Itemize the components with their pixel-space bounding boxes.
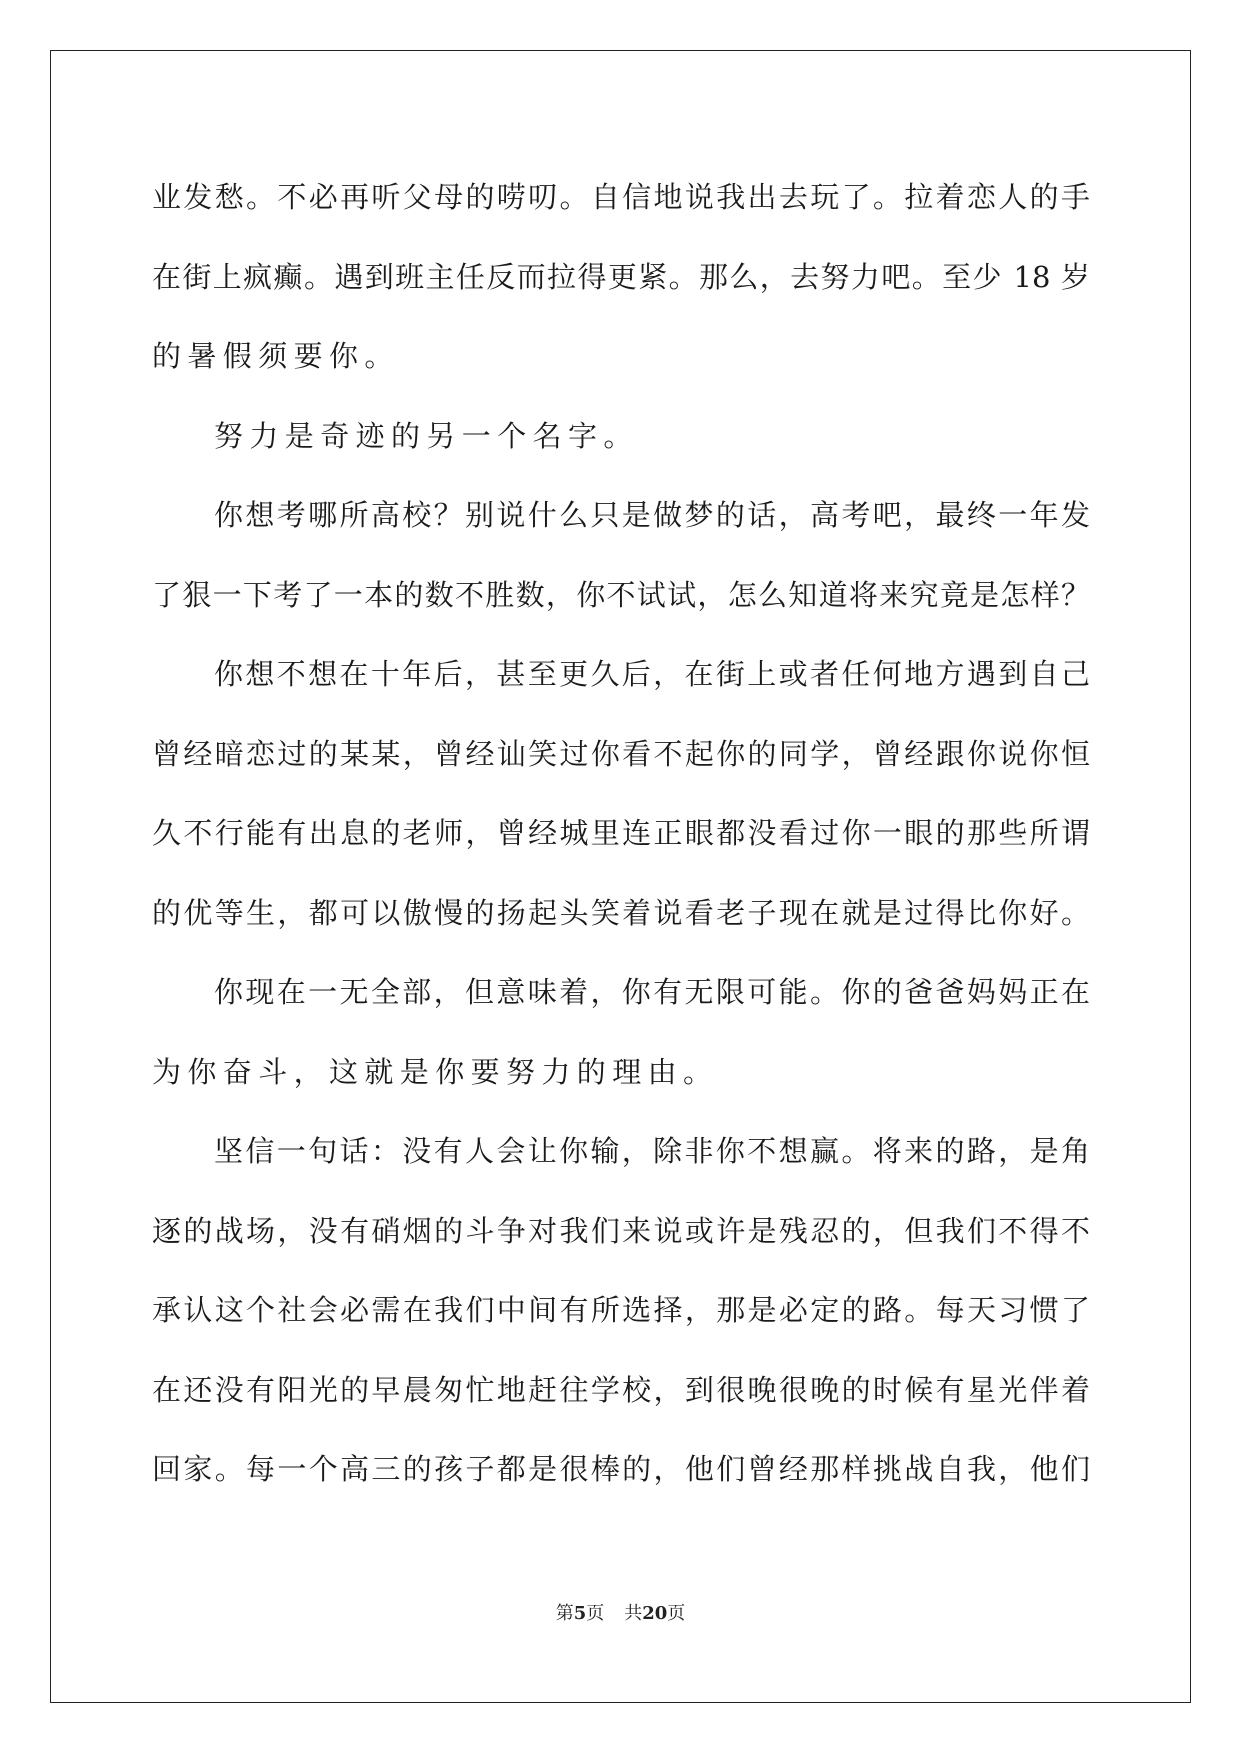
text-line: 你想考哪所高校？别说什么只是做梦的话，高考吧，最终一年发 [214,498,1090,532]
text-line: 了狠一下考了一本的数不胜数，你不试试，怎么知道将来究竟是怎样？ [152,577,1090,612]
text-line: 努力是奇迹的另一个名字。 [214,418,639,453]
text-line: 业发愁。不必再听父母的唠叨。自信地说我出去玩了。拉着恋人的手 [152,180,1090,214]
text-line: 的优等生，都可以傲慢的扬起头笑着说看老子现在就是过得比你好。 [152,895,1090,930]
text-line: 逐的战场，没有硝烟的斗争对我们来说或许是残忍的，但我们不得不 [152,1213,1090,1248]
page-suffix: 页 [586,1603,605,1624]
total-pages: 20 [642,1603,668,1624]
text-line: 你想不想在十年后，甚至更久后，在街上或者任何地方遇到自己 [214,657,1090,691]
page-footer [0,1602,1241,1626]
text-line: 久不行能有出息的老师，曾经城里连正眼都没看过你一眼的那些所谓 [152,816,1090,850]
total-suffix: 页 [667,1603,686,1624]
text-line: 在街上疯癫。遇到班主任反而拉得更紧。那么，去努力吧。至少 18 岁 [152,259,1090,294]
text-line: 曾经暗恋过的某某，曾经讪笑过你看不起你的同学，曾经跟你说你恒 [152,736,1090,771]
text-line: 承认这个社会必需在我们中间有所选择，那是必定的路。每天习惯了 [152,1293,1090,1327]
text-line: 你现在一无全部，但意味着，你有无限可能。你的爸爸妈妈正在 [214,975,1090,1009]
page-prefix: 第 [555,1603,574,1624]
page-number: 5 [573,1603,587,1624]
total-prefix: 共 [624,1603,643,1624]
text-line: 为你奋斗，这就是你要努力的理由。 [152,1054,719,1089]
text-line: 在还没有阳光的早晨匆忙地赶往学校，到很晚很晚的时候有星光伴着 [152,1372,1090,1407]
text-line: 坚信一句话：没有人会让你输，除非你不想赢。将来的路，是角 [214,1134,1090,1168]
document-body [152,158,1090,1510]
text-line: 的暑假须要你。 [152,339,400,373]
text-line: 回家。每一个高三的孩子都是很棒的，他们曾经那样挑战自我，他们 [152,1452,1090,1486]
